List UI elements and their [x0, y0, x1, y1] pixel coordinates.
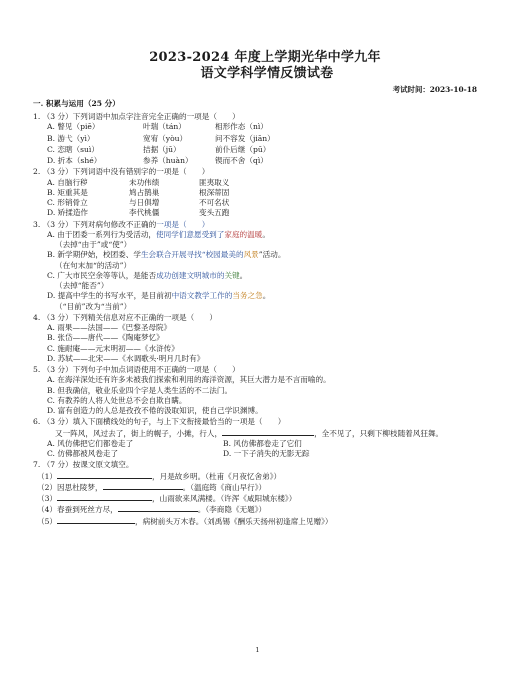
option-c2: 拮据（jū） — [143, 144, 181, 154]
answer-blank[interactable] — [118, 504, 198, 512]
question-stem: 7. （7 分）按课文原文填空。 — [33, 460, 134, 470]
highlight-text: 使同学们意愿受到了 — [156, 229, 225, 239]
item-before: 春蚕到死丝方尽， — [57, 505, 118, 515]
question-2 — [33, 167, 481, 218]
question-stem: 2. （3 分）下列词语中没有错别字的一项是（ ） — [33, 167, 210, 177]
fill-item-4 — [33, 504, 481, 515]
question-stem — [33, 220, 481, 230]
option-text: A. 由于团委一系列行为受活动， — [47, 229, 157, 239]
option-c3: 不可名状 — [199, 198, 230, 208]
option-a3: 相形作态（nì） — [215, 122, 268, 132]
highlight-text: 中语文教学工作的 — [171, 291, 233, 301]
option-d-note: （“目前”改为“当前”） — [55, 301, 132, 311]
option-b: B. 但我确信，敬业乐业四个字是人类生活的不二法门。 — [47, 385, 233, 395]
exam-title-line1: 2023-2024 年度上学期光华中学九年 — [149, 50, 381, 65]
option-d — [33, 291, 481, 301]
option-text: 。 — [262, 229, 270, 239]
option-b: B. 张岱——唐代——《陶庵梦忆》 — [47, 333, 164, 343]
highlight-text: 成功创建文明城市的 — [156, 270, 225, 280]
option-text: ”活动。 — [258, 250, 286, 260]
option-c — [33, 271, 481, 281]
section-heading: 一. 积累与运用（25 分） — [33, 98, 120, 108]
fill-item-1 — [33, 471, 481, 482]
option-text: 。 — [262, 291, 271, 301]
item-after: ，山雨欲来风满楼。（许浑《咸阳城东楼》） — [152, 494, 297, 504]
fill-item-5 — [33, 516, 481, 527]
option-c1: C. 形销骨立 — [47, 198, 88, 208]
fill-item-3 — [33, 493, 481, 504]
page-number: 1 — [255, 646, 260, 655]
highlight-text: 家庭的温暖 — [224, 229, 263, 239]
option-a: A. 雨果——法国——《巴黎圣母院》 — [47, 323, 172, 333]
stem-part: 3. （3 分）下列对病句修改不正确的 — [33, 219, 157, 229]
item-before: 因思杜陵梦， — [57, 482, 103, 492]
item-number: （1） — [37, 471, 58, 481]
item-after: 。（李商隐《无题》） — [197, 505, 267, 515]
exam-time: 考试时间：2023-10-18 — [392, 85, 477, 94]
answer-blank[interactable] — [57, 471, 152, 479]
option-d: D. 富有创造力的人总是孜孜不倦的汲取知识，使自己学识渊博。 — [47, 406, 263, 416]
option-d1: D. 折本（shé） — [47, 156, 102, 166]
highlight-text: 生会联合开展寻找“校园最美的 — [140, 250, 244, 260]
option-d: D. 苏轼——北宋——《水调歌头·明月几时有》 — [47, 353, 205, 363]
option-c: C. 仿佛都被风卷走了 — [47, 449, 119, 459]
question-options — [33, 178, 481, 219]
answer-blank[interactable] — [57, 493, 152, 501]
question-5 — [33, 365, 481, 416]
question-3 — [33, 220, 481, 312]
option-b1: B. 游弋（yì） — [47, 133, 95, 143]
option-text: 。 — [239, 270, 248, 280]
option-d2: 参养（huàn） — [143, 156, 193, 166]
option-d: D. 一下子消失的无影无踪 — [223, 449, 310, 459]
item-number: （5） — [37, 516, 58, 526]
answer-blank[interactable] — [57, 516, 135, 524]
option-text: B. 新学期伊始，校团委、学 — [47, 250, 141, 260]
option-a3: 匪夷取义 — [199, 177, 230, 187]
passage-text: ，全不见了，只剩下柳枝随着风狂舞。 — [314, 428, 444, 438]
highlight-text: 当务之急 — [232, 291, 263, 301]
item-number: （3） — [37, 494, 58, 504]
option-c: C. 有教养的人将人处世总不会自欺自瞒。 — [47, 395, 187, 405]
exam-title-line2: 语文学科学情反馈试卷 — [200, 66, 334, 81]
option-d2: 李代桃僵 — [129, 208, 160, 218]
option-b2: 宽宥（yòu） — [143, 133, 188, 143]
option-a1: A. 自脑行秽 — [47, 177, 88, 187]
option-d1: D. 矫揉造作 — [47, 208, 89, 218]
option-b1: B. 矩重其是 — [47, 187, 88, 197]
item-after: 。（温庭筠《商山早行》） — [182, 482, 267, 492]
option-a — [33, 230, 481, 240]
option-b: B. 风仿佛都卷走了它们 — [223, 438, 302, 448]
question-7 — [33, 460, 481, 527]
question-4 — [33, 313, 481, 364]
option-a: A. 风仿佛把它们都卷走了 — [47, 438, 134, 448]
option-a2: 未功伟绩 — [129, 177, 160, 187]
option-c2: 与日俱增 — [129, 198, 160, 208]
highlight-text: 风景 — [243, 250, 259, 260]
option-a: A. 在海洋深处还有许多未被我们探索和利用的海洋资源，其巨大潜力是不言而喻的。 — [47, 375, 331, 385]
option-c1: C. 恋瞎（suì） — [47, 144, 99, 154]
item-number: （2） — [37, 482, 58, 492]
option-text: D. 提高中学生的书写水平，是目前初 — [47, 291, 172, 301]
highlight-text: 关键 — [224, 270, 240, 280]
answer-blank[interactable] — [103, 482, 183, 490]
option-d3: 锲而不舍（qì） — [215, 156, 268, 166]
option-c3: 前仆后继（pū） — [215, 144, 271, 154]
question-stem: 6. （3 分）填入下面横线处的句子，与上下文衔接最恰当的一项是（ ） — [33, 417, 286, 427]
option-b3: 根深蒂固 — [199, 187, 230, 197]
question-stem: 1. （3 分）下列词语中加点字注音完全正确的一项是（ ） — [33, 112, 240, 122]
option-c-note: （去掉“能否”） — [55, 281, 109, 291]
question-6 — [33, 417, 481, 459]
option-d3: 变头五跑 — [199, 208, 230, 218]
item-after: ，病树前头万木春。（刘禹锡《酬乐天扬州初逢席上见赠》） — [135, 516, 333, 526]
answer-blank[interactable] — [222, 428, 314, 436]
question-options — [33, 122, 481, 166]
option-text: C. 广大市民空余等等认，是能否 — [47, 270, 157, 280]
option-a-note: （去掉“由于”或“使”） — [55, 240, 132, 250]
item-after: ，月是故乡明。（杜甫《月夜忆舍弟》） — [152, 471, 282, 481]
item-number: （4） — [37, 505, 58, 515]
fill-item-2 — [33, 482, 481, 493]
stem-highlight: 一项是（ ） — [156, 219, 210, 229]
question-stem: 5. （3 分）下列句子中加点词语使用不正确的一项是（ ） — [33, 365, 240, 375]
option-b-note: （在句末加“的活动”） — [55, 260, 132, 270]
question-options — [33, 439, 481, 460]
option-a1: A. 瞥见（piē） — [47, 122, 100, 132]
passage-text: 又一阵风，风过去了，街上的幌子，小摊，行人， — [55, 428, 223, 438]
option-b2: 鸠占鹊巢 — [129, 187, 160, 197]
option-a2: 叶瑞（tán） — [143, 122, 186, 132]
option-b3: 问不容发（jiān） — [215, 133, 275, 143]
question-1 — [33, 112, 481, 166]
question-passage — [33, 428, 481, 439]
question-stem: 4. （3 分）下列精关信息对应不正确的一项是（ ） — [33, 312, 217, 322]
option-b — [33, 250, 481, 260]
option-c: C. 施耐庵——元末明初——《水浒传》 — [47, 343, 179, 353]
